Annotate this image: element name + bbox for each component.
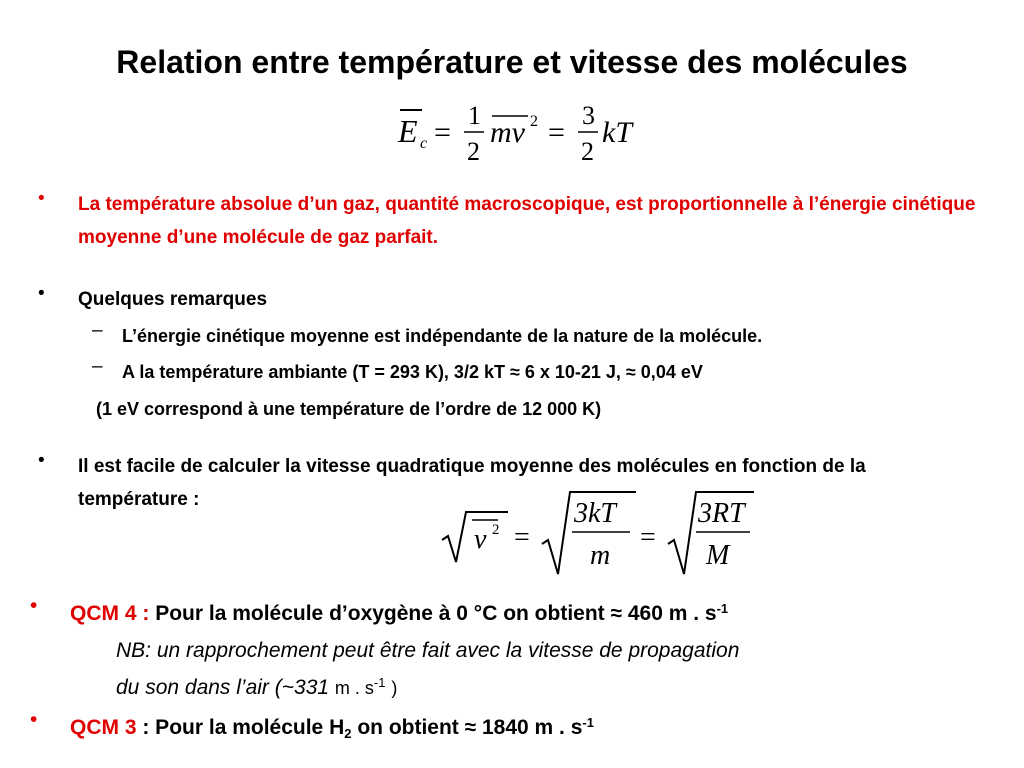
bullet-dot: • — [30, 708, 38, 731]
qcm4-label: QCM 4 : — [70, 602, 150, 625]
dash-marker: – — [92, 356, 103, 377]
bullet-text: La température absolue d’un gaz, quantité macroscopique, est proportionnelle à l’énergie cinétique moyenne d’une molécule de gaz parfait. — [78, 194, 976, 248]
fraction-numerator: 3RT — [698, 498, 745, 529]
bullet-text: Quelques remarques — [78, 289, 268, 310]
qcm3-text-a: : Pour la molécule H — [142, 716, 345, 739]
qcm3-text-b: on obtient ≈ 1840 m . s — [357, 716, 583, 739]
qcm3-line — [70, 708, 1010, 749]
kinetic-energy-formula — [390, 96, 650, 168]
nb-end: ) — [391, 678, 398, 698]
fraction-denominator: M — [706, 540, 730, 571]
qcm4-line — [70, 594, 1010, 629]
equals-sign: = — [640, 522, 656, 553]
nb-text: du son dans l’air (~331 — [116, 676, 330, 699]
fraction-denominator: m — [590, 540, 611, 571]
ec-symbol: E — [398, 113, 418, 149]
nb-line-2 — [116, 668, 1006, 703]
v-symbol: v — [474, 524, 487, 555]
equals-sign: = — [514, 522, 530, 553]
fraction-numerator: 3kT — [574, 498, 616, 529]
note-text: (1 eV correspond à une température de l’ordre de 12 000 K) — [96, 399, 602, 419]
dash-marker: – — [92, 320, 103, 341]
bullet-dot: • — [38, 188, 45, 209]
rms-speed-formula — [440, 488, 760, 578]
bullet-dot: • — [30, 594, 38, 617]
bullet-dot: • — [38, 283, 45, 304]
nb-line-1: NB: un rapprochement peut être fait avec la vitesse de propagation — [116, 639, 740, 662]
fraction-denominator: 2 — [467, 137, 480, 166]
equals-sign: = — [434, 116, 451, 149]
qcm3-exponent: -1 — [582, 715, 594, 730]
qcm4-text: Pour la molécule d’oxygène à 0 °C on obtient ≈ 460 m . s — [155, 602, 717, 625]
fraction-numerator: 3 — [582, 101, 595, 130]
nb-unit: m . s — [334, 678, 374, 698]
fraction-numerator: 1 — [468, 101, 481, 130]
nb-exponent: -1 — [373, 675, 386, 690]
equals-sign: = — [548, 116, 565, 149]
sub-bullet-text: A la température ambiante (T = 293 K), 3/2 kT ≈ 6 x 10-21 J, ≈ 0,04 eV — [122, 362, 703, 382]
sub-bullet-text: L’énergie cinétique moyenne est indépendante de la nature de la molécule. — [122, 326, 763, 346]
bullet-dot: • — [38, 450, 45, 471]
mv-symbol: mv — [490, 116, 525, 149]
qcm4-exponent: -1 — [716, 601, 729, 616]
qcm3-subscript: 2 — [344, 726, 352, 741]
v-exponent: 2 — [492, 522, 500, 538]
bullet-text: Il est facile de calculer la vitesse quadratique moyenne des molécules en fonction de la température : — [78, 456, 866, 510]
kt-symbol: kT — [602, 116, 632, 149]
ec-subscript: c — [420, 135, 428, 152]
qcm3-label: QCM 3 — [70, 716, 137, 739]
mv-exponent: 2 — [530, 113, 538, 130]
fraction-denominator: 2 — [581, 137, 594, 166]
page-title: Relation entre température et vitesse des molécules — [116, 44, 908, 80]
